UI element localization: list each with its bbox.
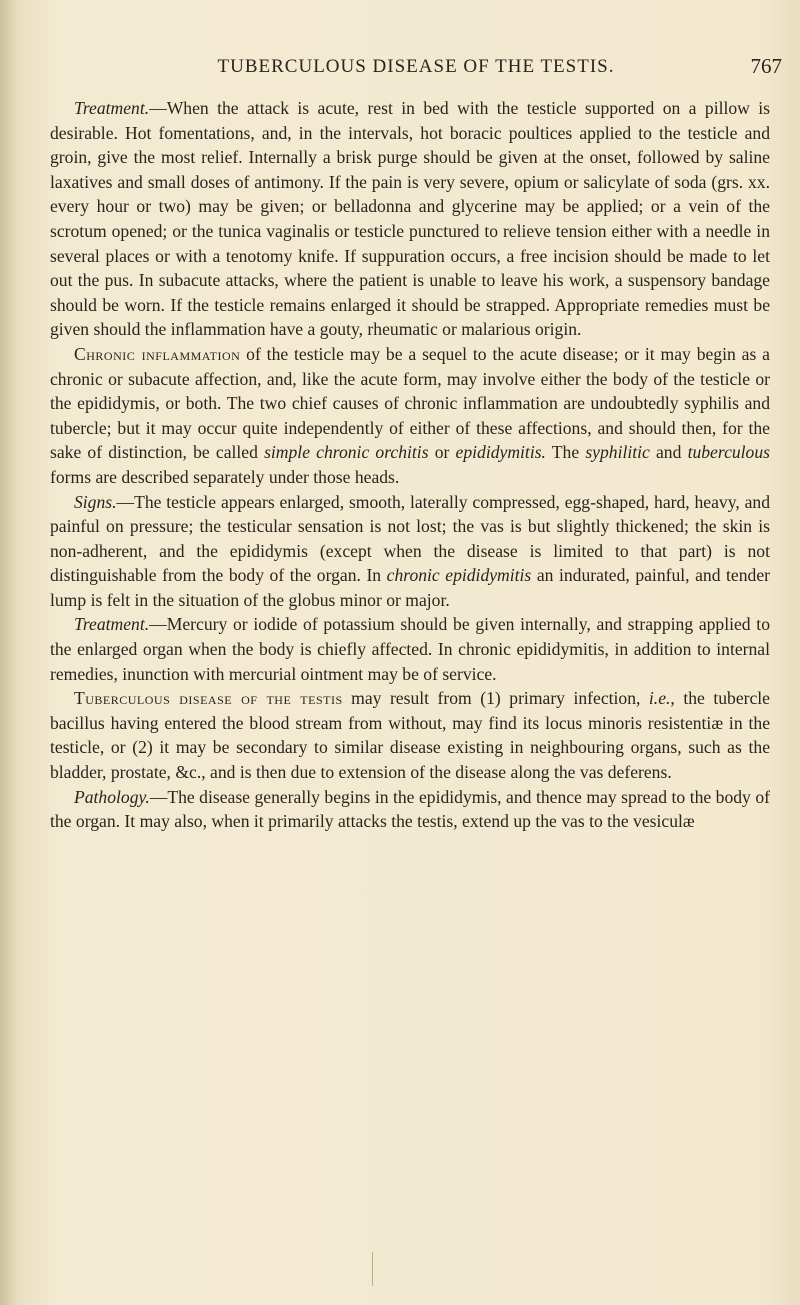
binding-shadow — [0, 0, 16, 1305]
paragraph-text: The — [545, 442, 586, 463]
paragraph-lead: Tuberculous disease of the testis — [74, 688, 343, 709]
paragraph-text: —When the attack is acute, rest in bed with the testicle supported on a pillow is desirable. Hot fomentations, and, in the intervals, hot boracic poultices applied to the testicle and groin, give the most relief. Internally a brisk purge should be given at the onset, followed by saline laxatives and small doses of antimony. If the pain is very severe, opium or salicylate of soda (grs. xx. every hour or two) may be given; or belladonna and glycerine may be applied; or a vein of the scrotum opened; or the tunica vaginalis or testicle punctured to relieve tension either with a needle in several places or with a tenotomy knife. If suppuration occurs, a free incision should be made to let out the pus. In subacute attacks, where the patient is unable to leave his work, a suspensory bandage should be worn. If the testicle remains enlarged it should be strapped. Appropriate remedies must be given should the inflammation have a gouty, rheumatic or malarious origin. — [50, 98, 770, 340]
emphasis: chronic epididymitis — [386, 565, 532, 586]
paragraph-treatment-chronic — [50, 612, 770, 686]
paragraph-text: an indurated, painful, and tender lump is felt in the situation of the globus minor or major. — [50, 565, 770, 610]
paragraph-text: or — [428, 442, 456, 463]
paragraph-tuberculous-disease — [50, 686, 770, 784]
paragraph-text: —Mercury or iodide of potassium should be given internally, and strapping applied to the enlarged organ when the body is chiefly affected. In chronic epididymitis, in addition to internal remedies, inunction with mercurial ointment may be of service. — [50, 614, 770, 684]
paragraph-lead: Chronic inflammation — [74, 343, 241, 364]
paragraph-text: —The testicle appears enlarged, smooth, laterally compressed, egg-shaped, hard, heavy, and painful on pressure; the testicular sensation is not lost; the vas is but slightly thickened; the skin is non-adherent, and the epididymis (except when the disease is limited to that part) is not distinguishable from the body of the organ. In — [50, 491, 770, 586]
paragraph-text: may result from (1) primary infection, — [342, 688, 649, 709]
running-head: TUBERCULOUS DISEASE OF THE TESTIS. — [217, 56, 615, 77]
paragraph-lead: Pathology. — [74, 786, 150, 807]
paragraph-lead: Treatment. — [74, 614, 150, 635]
paragraph-text: of the testicle may be a sequel to the acute disease; or it may begin as a chronic or subacute affection, and, like the acute form, may involve either the body of the testicle or the epididymis, or both. The two chief causes of chronic inflammation are undoubtedly syphilis and tubercle; but it may occur quite independently of either of these affections, and should then, for the sake of distinction, be called — [50, 343, 770, 463]
binding-mark — [372, 1252, 381, 1286]
paragraph-chronic-inflammation — [50, 342, 770, 490]
paragraph-text: and — [649, 442, 688, 463]
emphasis: simple chronic orchitis — [264, 442, 429, 463]
emphasis: tuberculous — [687, 442, 770, 463]
paragraph-text: —The disease generally begins in the epididymis, and thence may spread to the body of the organ. It may also, when it primarily attacks the testis, extend up the vas to the vesiculæ — [50, 786, 770, 832]
page-header — [50, 56, 782, 86]
paragraph-signs — [50, 490, 770, 613]
emphasis: i.e. — [648, 688, 671, 709]
page-number: 767 — [750, 54, 782, 78]
paragraph-text: , the tubercle bacillus having entered the blood stream from without, may find its locus minoris resistentiæ in the testicle, or (2) it may be secondary to similar disease existing in neighbouring organs, such as the bladder, prostate, &c., and is then due to extension of the disease along the vas deferens. — [50, 688, 770, 783]
paragraph-treatment-acute — [50, 96, 770, 342]
paragraph-lead: Treatment. — [74, 98, 150, 118]
paragraph-text: forms are described separately under those heads. — [50, 466, 400, 487]
emphasis: syphilitic — [585, 442, 650, 463]
paragraph-lead: Signs. — [74, 491, 117, 512]
emphasis: epididymitis. — [455, 442, 546, 463]
paragraph-pathology — [50, 785, 770, 834]
body-text — [50, 96, 770, 834]
